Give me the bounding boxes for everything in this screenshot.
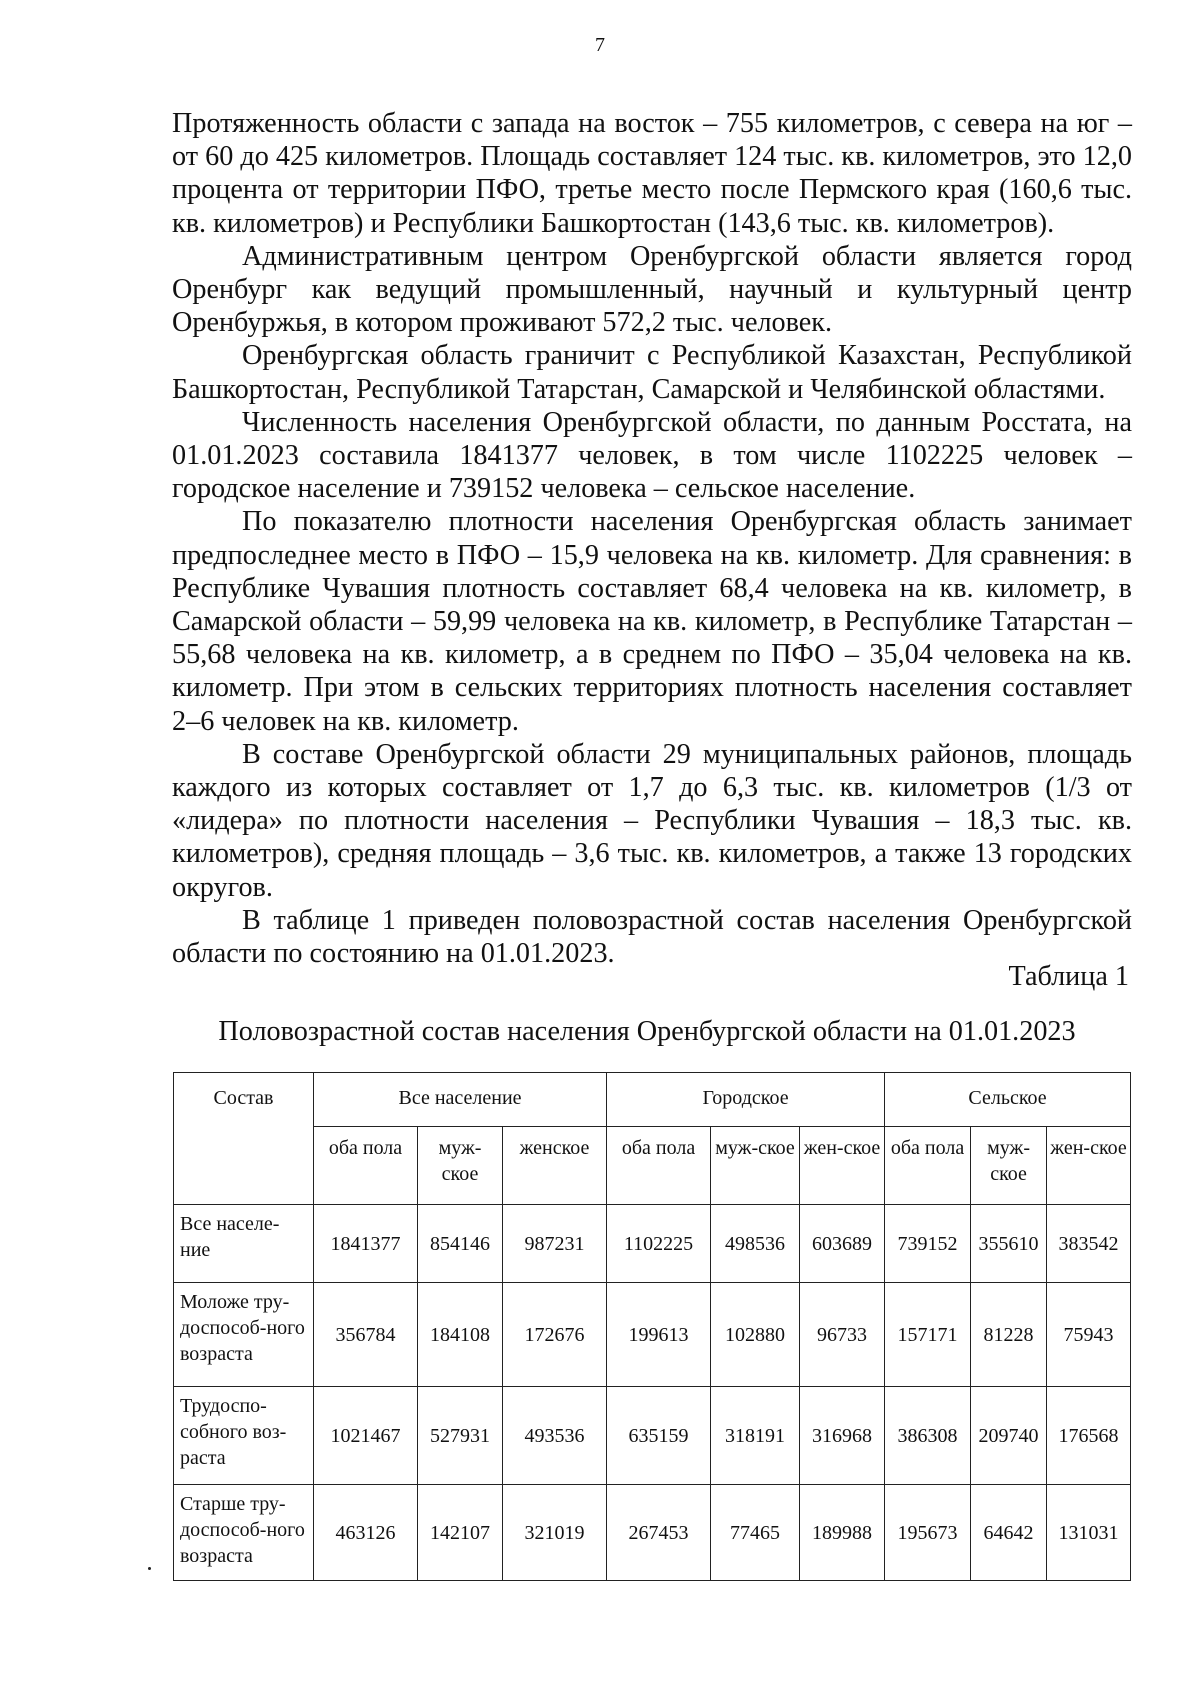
paragraph: По показателю плотности населения Оренбургская область занимает предпоследнее место в ПФО – 15,9 человека на кв. километр. Для сравнения: в Республике Чувашия плотность составляет 68,4 человека на кв. километр, в Самарской области – 59,99 человека на кв. километр, в Республике Татарстан – 55,68 человека на кв. километр, а в среднем по ПФО – 35,04 человека на кв. километр. При этом в сельских территориях плотность населения составляет 2–6 человек на кв. километр. [172,506,1132,737]
table-row [174,1205,1131,1283]
table-cell: 131031 [1047,1485,1131,1581]
table-cell: 142107 [418,1485,503,1581]
table-cell: 96733 [800,1283,885,1387]
table-cell: 75943 [1047,1283,1131,1387]
paragraph: Протяженность области с запада на восток – 755 километров, с севера на юг – от 60 до 425 километров. Площадь составляет 124 тыс. кв. километров, это 12,0 процента от территории ПФО, третье место после Пермского края (160,6 тыс. кв. километров) и Республики Башкортостан (143,6 тыс. кв. километров). [172,108,1132,239]
sub-header: женское [503,1127,607,1205]
sub-header: оба пола [314,1127,418,1205]
sub-header: муж-ское [711,1127,800,1205]
table-cell: 81228 [971,1283,1047,1387]
table-cell: 603689 [800,1205,885,1283]
table-cell: 102880 [711,1283,800,1387]
population-table [173,1072,1131,1581]
table-cell: 176568 [1047,1387,1131,1485]
table-cell: 1102225 [607,1205,711,1283]
table-cell: 157171 [885,1283,971,1387]
table-cell: 267453 [607,1485,711,1581]
table-cell: 635159 [607,1387,711,1485]
paragraph: Административным центром Оренбургской области является город Оренбург как ведущий промышленный, научный и культурный центр Оренбуржья, в котором проживают 572,2 тыс. человек. [172,240,1132,339]
table-cell: 739152 [885,1205,971,1283]
table-cell: 498536 [711,1205,800,1283]
group-header: Все население [314,1073,607,1127]
row-label: Моложе тру-доспособ-ного возраста [174,1283,314,1387]
table-cell: 527931 [418,1387,503,1485]
group-header: Сельское [885,1073,1131,1127]
table-cell: 189988 [800,1485,885,1581]
table-cell: 199613 [607,1283,711,1387]
table-cell: 77465 [711,1485,800,1581]
table-row [174,1387,1131,1485]
sub-header: жен-ское [1047,1127,1131,1205]
body-text [172,107,1132,970]
table-cell: 318191 [711,1387,800,1485]
table-cell: 463126 [314,1485,418,1581]
table-cell: 1841377 [314,1205,418,1283]
sub-header: жен-ское [800,1127,885,1205]
table-cell: 356784 [314,1283,418,1387]
sub-header: муж-ское [971,1127,1047,1205]
sub-header: оба пола [607,1127,711,1205]
table-caption: Таблица 1 [1008,961,1129,992]
table-cell: 1021467 [314,1387,418,1485]
table-cell: 321019 [503,1485,607,1581]
table-cell: 987231 [503,1205,607,1283]
table-cell: 172676 [503,1283,607,1387]
table-cell: 64642 [971,1485,1047,1581]
paragraph: Оренбургская область граничит с Республикой Казахстан, Республикой Башкортостан, Республикой Татарстан, Самарской и Челябинской областями. [172,340,1132,405]
paragraph: В составе Оренбургской области 29 муниципальных районов, площадь каждого из которых составляет от 1,7 до 6,3 тыс. кв. километров (1/3 от «лидера» по плотности населения – Республики Чувашия – 18,3 тыс. кв. километров), средняя площадь – 3,6 тыс. кв. километров, а также 13 городских округов. [172,738,1132,903]
paragraph: Численность населения Оренбургской области, по данным Росстата, на 01.01.2023 составила 1841377 человек, в том числе 1102225 человек – городское население и 739152 человека – сельское население. [172,406,1132,505]
paragraph: В таблице 1 приведен половозрастной состав населения Оренбургской области по состоянию на 01.01.2023. [172,904,1132,970]
sub-header: оба пола [885,1127,971,1205]
group-header: Городское [607,1073,885,1127]
row-label: Трудоспо-собного воз-раста [174,1387,314,1485]
scan-mark [148,1567,151,1570]
table-cell: 383542 [1047,1205,1131,1283]
table-cell: 386308 [885,1387,971,1485]
row-label: Все населе-ние [174,1205,314,1283]
row-label: Старше тру-доспособ-ного возраста [174,1485,314,1581]
table-cell: 854146 [418,1205,503,1283]
table-cell: 184108 [418,1283,503,1387]
table-cell: 195673 [885,1485,971,1581]
corner-header: Состав [174,1073,314,1205]
table-cell: 316968 [800,1387,885,1485]
table-cell: 209740 [971,1387,1047,1485]
page-number: 7 [595,34,605,56]
sub-header: муж-ское [418,1127,503,1205]
table-cell: 493536 [503,1387,607,1485]
table-row [174,1485,1131,1581]
table-title: Половозрастной состав населения Оренбургской области на 01.01.2023 [218,1016,1076,1047]
table-cell: 355610 [971,1205,1047,1283]
table-row [174,1283,1131,1387]
